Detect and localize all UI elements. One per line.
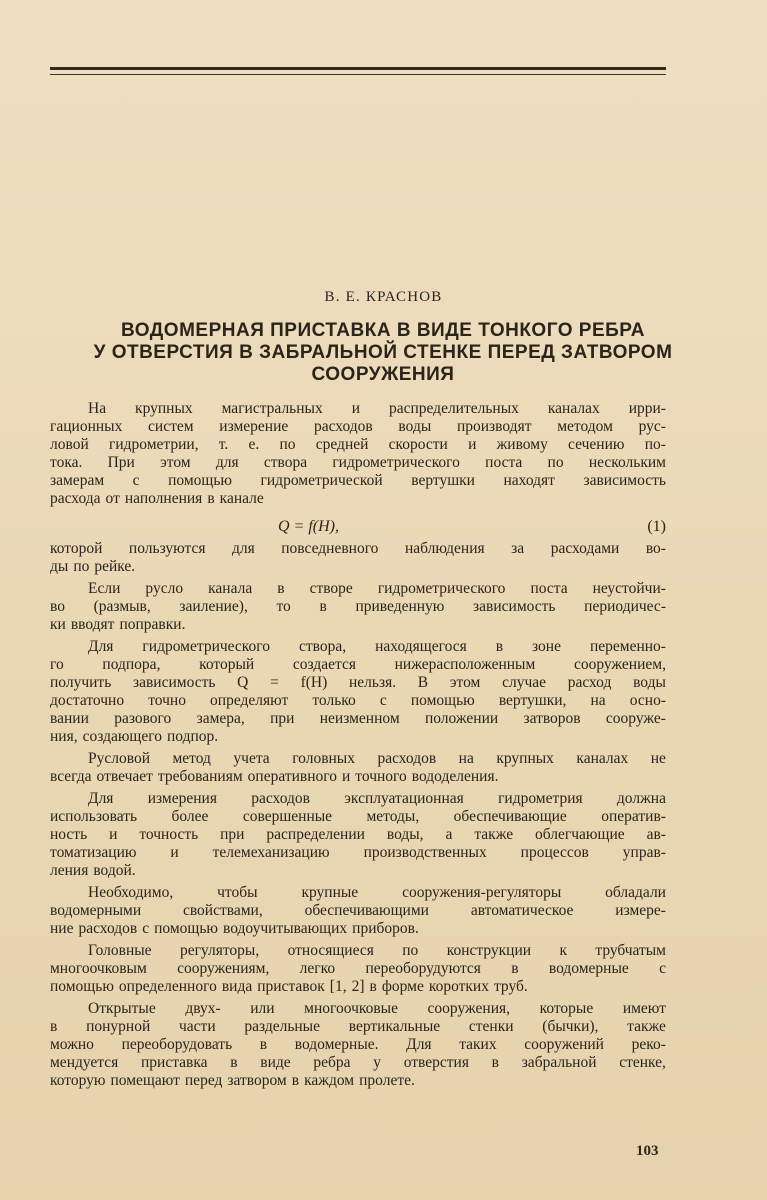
text-line: ления водой. (50, 862, 136, 879)
text-line: ния, создающего подпор. (50, 728, 219, 745)
main-paragraphs (50, 540, 666, 1094)
article-body (50, 400, 666, 1094)
text-line: замерам с помощью гидрометрической вертушки находят зависимость (50, 472, 666, 489)
formula-1 (50, 516, 666, 540)
paragraph (50, 750, 666, 786)
formula-expression: Q = f(H), (278, 518, 340, 535)
paragraph (50, 400, 666, 508)
paragraph (50, 638, 666, 746)
title-line: СООРУЖЕНИЯ (311, 364, 455, 385)
article-title (60, 320, 706, 386)
text-line: Если русло канала в створе гидрометрического поста неустойчи- (88, 580, 666, 597)
text-line: во (размыв, заиление), то в приведенную зависимость периодичес- (50, 598, 666, 615)
text-line: Головные регуляторы, относящиеся по конструкции к трубчатым (88, 942, 666, 959)
header-rule-thin (50, 74, 666, 75)
text-line: получить зависимость Q = f(H) нельзя. В этом случае расход воды (50, 674, 666, 691)
text-line: Для гидрометрического створа, находящегося в зоне переменно- (88, 638, 666, 655)
text-line: достаточно точно определяют только с помощью вертушки, на осно- (50, 692, 666, 709)
text-line: Открытые двух- или многоочковые сооружения, которые имеют (88, 1000, 666, 1017)
text-line: тока. При этом для створа гидрометрического поста по нескольким (50, 454, 666, 471)
title-line: У ОТВЕРСТИЯ В ЗАБРАЛЬНОЙ СТЕНКЕ ПЕРЕД ЗАТВОРОМ (93, 342, 673, 363)
text-line: помощью определенного вида приставок [1, 2] в форме коротких труб. (50, 978, 528, 995)
paragraph (50, 580, 666, 634)
paragraph (50, 1000, 666, 1090)
author: В. Е. КРАСНОВ (324, 289, 443, 305)
text-line: расхода от наполнения в канале (50, 490, 264, 507)
paragraph (50, 942, 666, 996)
text-line: в понурной части раздельные вертикальные стенки (бычки), также (50, 1018, 666, 1035)
text-line: использовать более совершенные методы, обеспечивающие оператив- (50, 808, 666, 825)
text-line: На крупных магистральных и распределительных каналах ирри- (88, 400, 666, 417)
text-line: ды по рейке. (50, 558, 136, 575)
text-line: ность и точность при распределении воды, а также облегчающие ав- (50, 826, 666, 843)
text-line: вании разового замера, при неизменном положении затворов сооруже- (50, 710, 666, 727)
text-line: Русловой метод учета головных расходов на крупных каналах не (88, 750, 666, 767)
text-line: ловой гидрометрии, т. е. по средней скорости и живому сечению по- (50, 436, 666, 453)
text-line: водомерными свойствами, обеспечивающими автоматическое измере- (50, 902, 666, 919)
formula-number: (1) (647, 518, 666, 535)
text-line: которую помещают перед затвором в каждом пролете. (50, 1072, 415, 1089)
text-line: го подпора, который создается нижерасположенным сооружением, (50, 656, 666, 673)
intro-paragraphs (50, 400, 666, 512)
text-line: которой пользуются для повседневного наблюдения за расходами во- (50, 540, 666, 557)
paragraph (50, 790, 666, 880)
text-line: Необходимо, чтобы крупные сооружения-регуляторы обладали (88, 884, 666, 901)
text-line: мендуется приставка в виде ребра у отверстия в забральной стенке, (50, 1054, 666, 1071)
text-line: Для измерения расходов эксплуатационная гидрометрия должна (88, 790, 666, 807)
text-line: можно переоборудовать в водомерные. Для таких сооружений реко- (50, 1036, 666, 1053)
text-line: ние расходов с помощью водоучитывающих приборов. (50, 920, 419, 937)
text-line: всегда отвечает требованиям оперативного и точного вододеления. (50, 768, 499, 785)
paragraph (50, 884, 666, 938)
text-line: гационных систем измерение расходов воды производят методом рус- (50, 418, 666, 435)
text-line: ки вводят поправки. (50, 616, 186, 633)
page-number: 103 (636, 1143, 659, 1159)
text-line: многоочковым сооружениям, легко переоборудуются в водомерные с (50, 960, 666, 977)
paragraph (50, 540, 666, 576)
text-line: томатизацию и телемеханизацию производственных процессов управ- (50, 844, 666, 861)
title-line: ВОДОМЕРНАЯ ПРИСТАВКА В ВИДЕ ТОНКОГО РЕБРА (121, 320, 645, 341)
header-rule-thick (50, 67, 666, 70)
